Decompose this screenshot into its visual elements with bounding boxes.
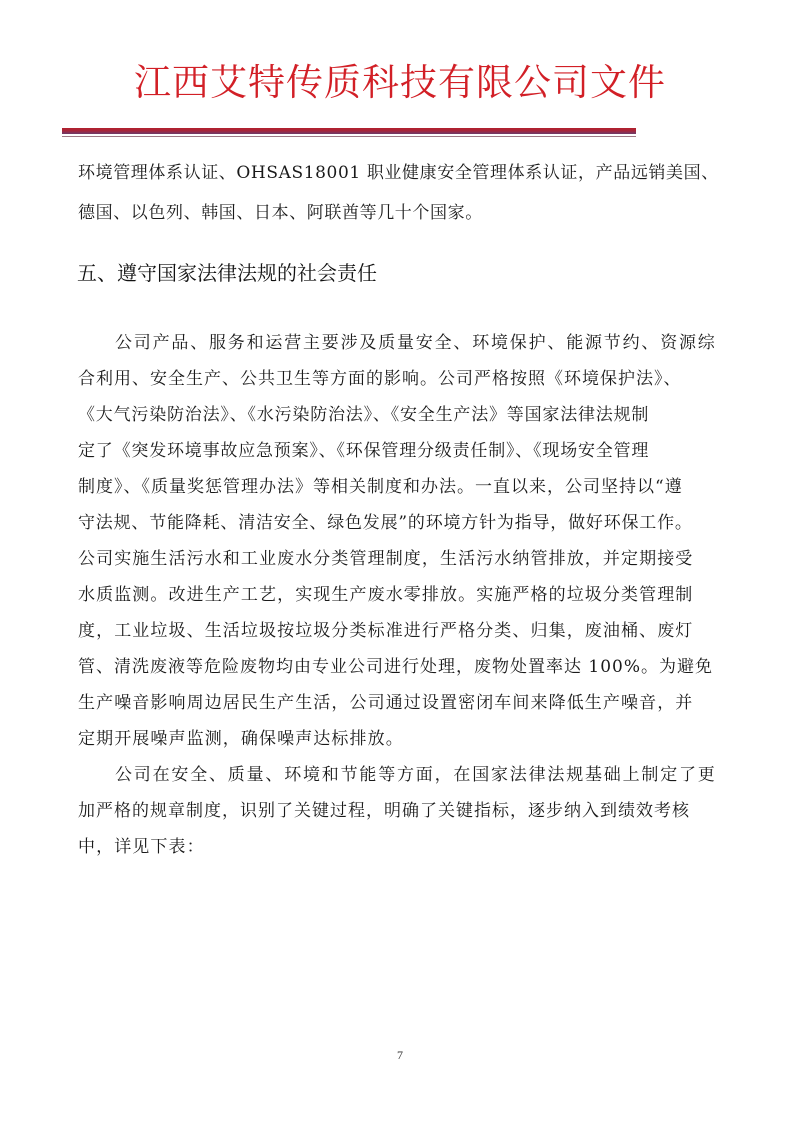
paragraph-line: 公司实施生活污水和工业废水分类管理制度，生活污水纳管排放，并定期接受 (78, 549, 694, 569)
paragraph-line: 公司产品、服务和运营主要涉及质量安全、环境保护、能源节约、资源综 (115, 333, 717, 353)
paragraph-line: 合利用、安全生产、公共卫生等方面的影响。公司严格按照《环境保护法》、 (78, 369, 682, 389)
paragraph-line: 《大气污染防治法》、《水污染防治法》、《安全生产法》等国家法律法规制 (78, 405, 650, 425)
paragraph-line: 管、清洗废液等危险废物均由专业公司进行处理，废物处置率达 100%。为避免 (78, 657, 714, 677)
letterhead-divider-thin (62, 136, 636, 137)
section-heading: 五、遵守国家法律法规的社会责任 (77, 261, 377, 285)
paragraph-line: 制度》、《质量奖惩管理办法》等相关制度和办法。一直以来，公司坚持以“遵 (78, 477, 683, 497)
paragraph-line: 水质监测。改进生产工艺，实现生产废水零排放。实施严格的垃圾分类管理制 (78, 585, 694, 605)
paragraph-line: 度，工业垃圾、生活垃圾按垃圾分类标准进行严格分类、归集，废油桶、废灯 (78, 621, 694, 641)
intro-line: 环境管理体系认证、OHSAS18001 职业健康安全管理体系认证，产品远销美国、 (78, 163, 719, 183)
paragraph-line: 守法规、节能降耗、清洁安全、绿色发展”的环境方针为指导，做好环保工作。 (78, 513, 693, 533)
letterhead-title: 江西艾特传质科技有限公司文件 (134, 61, 666, 104)
paragraph-line: 加严格的规章制度，识别了关键过程，明确了关键指标，逐步纳入到绩效考核 (78, 801, 690, 821)
letterhead-divider (62, 128, 636, 134)
paragraph-line: 公司在安全、质量、环境和节能等方面，在国家法律法规基础上制定了更 (115, 765, 717, 785)
paragraph-line: 生产噪音影响周边居民生产生活，公司通过设置密闭车间来降低生产噪音，并 (78, 693, 694, 713)
page-number: 7 (397, 1048, 403, 1062)
paragraph-line: 中，详见下表： (78, 837, 205, 857)
paragraph-line: 定了《突发环境事故应急预案》、《环保管理分级责任制》、《现场安全管理 (78, 441, 650, 461)
intro-line: 德国、以色列、韩国、日本、阿联酋等几十个国家。 (78, 203, 483, 223)
paragraph-line: 定期开展噪声监测，确保噪声达标排放。 (78, 729, 404, 749)
